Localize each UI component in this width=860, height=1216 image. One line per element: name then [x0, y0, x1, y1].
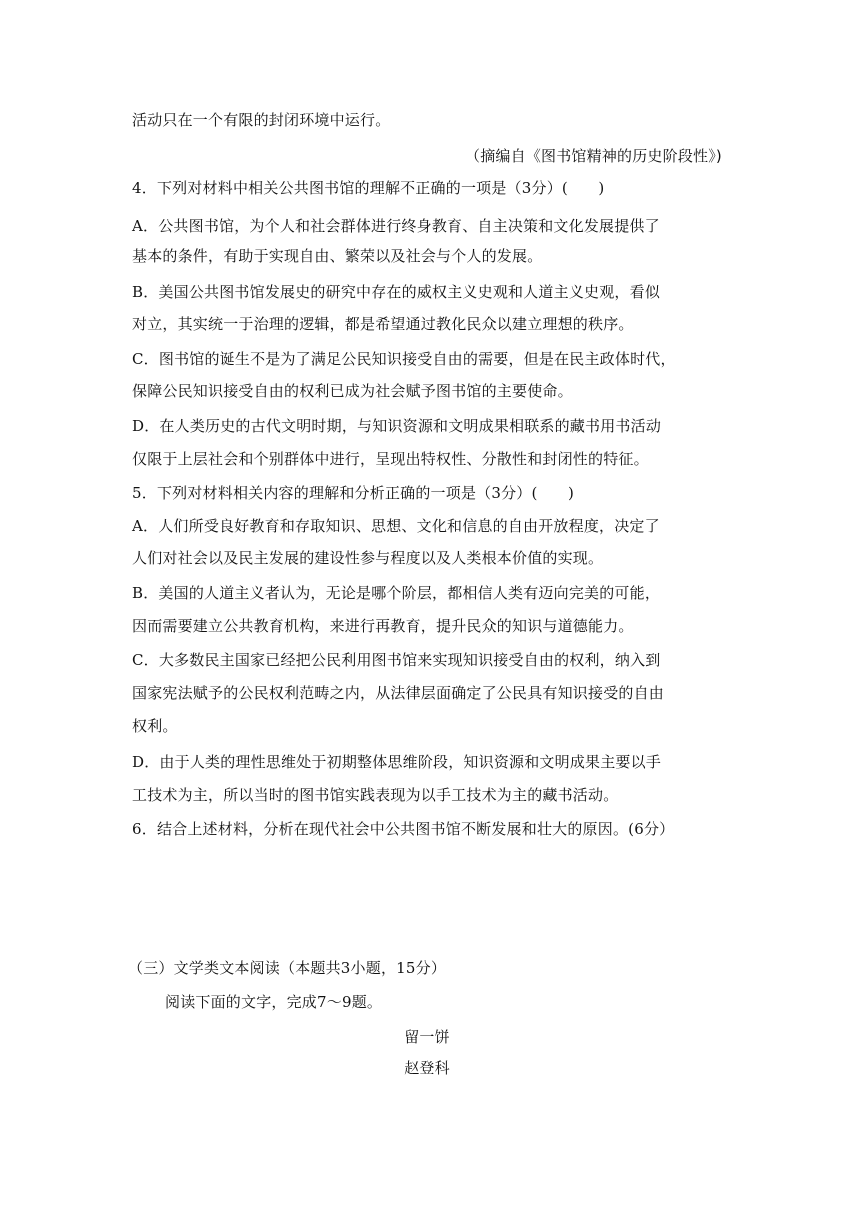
question-4-option-c-line-1: C．图书馆的诞生不是为了满足公民知识接受自由的需要，但是在民主政体时代，	[132, 350, 676, 368]
question-5-option-c-line-1: C．大多数民主国家已经把公民利用图书馆来实现知识接受自由的权利，纳入到	[132, 651, 661, 669]
question-4-stem: 4．下列对材料中相关公共图书馆的理解不正确的一项是（3分）( )	[132, 179, 605, 197]
section-heading: （三）文学类文本阅读（本题共3小题，15分）	[128, 959, 447, 977]
question-5-option-b-line-1: B．美国的人道主义者认为，无论是哪个阶层，都相信人类有迈向完美的可能，	[132, 584, 661, 602]
question-5-option-a-line-2: 人们对社会以及民主发展的建设性参与程度以及人类根本价值的实现。	[132, 549, 604, 567]
question-5-option-c-line-3: 权利。	[132, 717, 178, 735]
story-title: 留一饼	[404, 1028, 450, 1046]
passage-ending-line: 活动只在一个有限的封闭环境中运行。	[132, 111, 391, 129]
question-5-stem: 5．下列对材料相关内容的理解和分析正确的一项是（3分）( )	[132, 484, 574, 502]
question-5-option-b-line-2: 因而需要建立公共教育机构，来进行再教育，提升民众的知识与道德能力。	[132, 617, 634, 635]
question-6-stem: 6．结合上述材料，分析在现代社会中公共图书馆不断发展和壮大的原因。(6分）	[132, 820, 675, 838]
question-4-option-d-line-1: D．在人类历史的古代文明时期，与知识资源和文明成果相联系的藏书用书活动	[132, 417, 662, 435]
question-4-option-a-line-1: A．公共图书馆，为个人和社会群体进行终身教育、自主决策和文化发展提供了	[132, 217, 660, 235]
question-4-option-d-line-2: 仅限于上层社会和个别群体中进行，呈现出特权性、分散性和封闭性的特征。	[132, 450, 649, 468]
question-5-option-a-line-1: A．人们所受良好教育和存取知识、思想、文化和信息的自由开放程度，决定了	[132, 517, 660, 535]
question-4-option-b-line-1: B．美国公共图书馆发展史的研究中存在的威权主义史观和人道主义史观，看似	[132, 283, 661, 301]
story-author: 赵登科	[404, 1059, 450, 1077]
source-citation: （摘编自《图书馆精神的历史阶段性》)	[465, 147, 722, 165]
question-4-option-b-line-2: 对立，其实统一于治理的逻辑，都是希望通过教化民众以建立理想的秩序。	[132, 315, 634, 333]
question-5-option-d-line-1: D．由于人类的理性思维处于初期整体思维阶段，知识资源和文明成果主要以手	[132, 753, 662, 771]
reading-instruction: 阅读下面的文字，完成7～9题。	[165, 993, 383, 1011]
question-4-option-c-line-2: 保障公民知识接受自由的权利已成为社会赋予图书馆的主要使命。	[132, 382, 573, 400]
question-5-option-c-line-2: 国家宪法赋予的公民权利范畴之内，从法律层面确定了公民具有知识接受的自由	[132, 684, 665, 702]
question-5-option-d-line-2: 工技术为主，所以当时的图书馆实践表现为以手工技术为主的藏书活动。	[132, 786, 619, 804]
question-4-option-a-line-2: 基本的条件，有助于实现自由、繁荣以及社会与个人的发展。	[132, 247, 543, 265]
